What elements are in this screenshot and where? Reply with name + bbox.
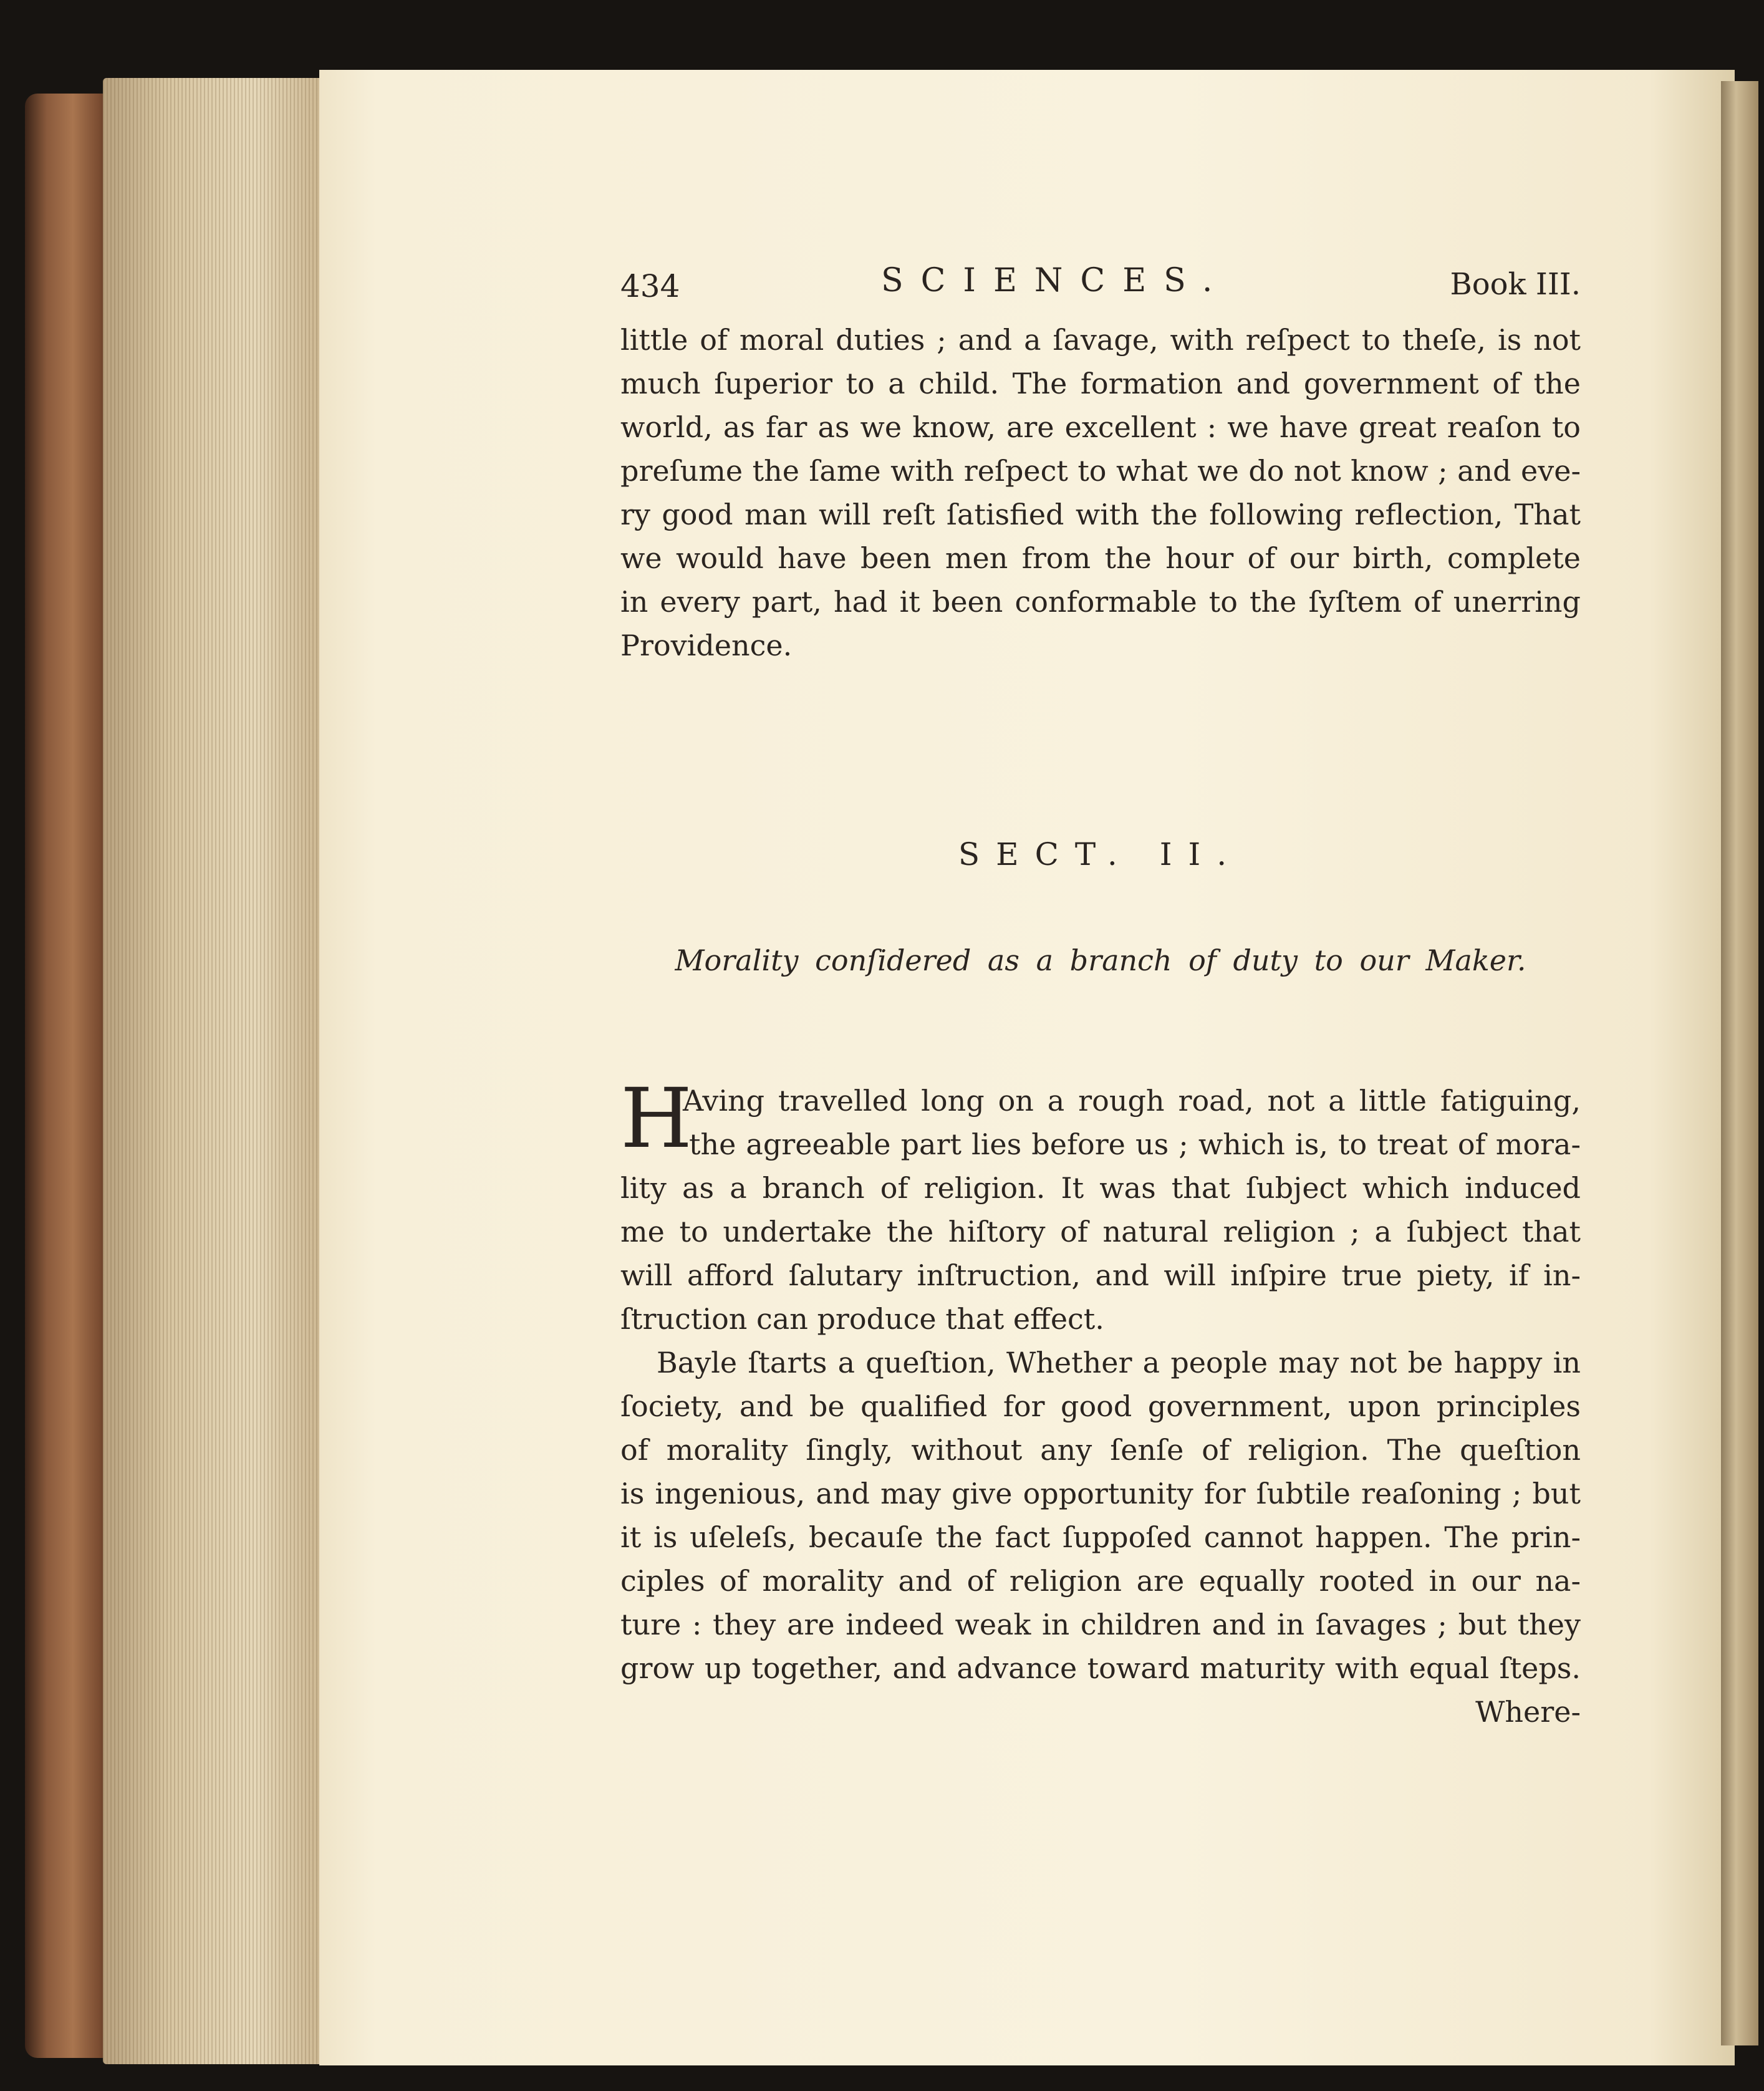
book-label: Book III.	[1450, 267, 1581, 302]
text-line: of morality ſingly, without any ſenſe of religion. The queſtion	[620, 1433, 1581, 1467]
text-line: lity as a branch of religion. It was that ſubject which induced	[620, 1171, 1581, 1205]
text-line: ſociety, and be qualified for good government, upon principles	[620, 1389, 1581, 1423]
facing-page-edge	[1721, 81, 1758, 2045]
text-line: preſume the ſame with reſpect to what we do not know ; and eve-	[620, 454, 1581, 488]
page-text	[620, 262, 1581, 1734]
catchword: Where-	[1475, 1695, 1581, 1729]
text-line: Bayle ſtarts a queſtion, Whether a people may not be happy in	[657, 1346, 1581, 1379]
text-line: much ſuperior to a child. The formation and government of the	[620, 367, 1581, 400]
running-head: SCIENCES.	[881, 262, 1230, 299]
page-header	[620, 262, 1581, 318]
drop-cap: H	[620, 1071, 693, 1167]
text-line: world, as far as we know, are excellent : we have great reaſon to	[620, 410, 1581, 444]
text-line: Aving travelled long on a rough road, not a little fatiguing,	[683, 1084, 1581, 1118]
text-line: we would have been men from the hour of our birth, complete	[620, 541, 1581, 575]
text-line: in every part, had it been conformable to the ſyſtem of unerring	[620, 585, 1581, 619]
paragraph-2	[620, 1071, 1581, 1341]
leather-cover	[25, 94, 112, 2058]
page-edges	[103, 78, 321, 2064]
page-number: 434	[620, 268, 680, 304]
text-line: ture : they are indeed weak in children and in ſavages ; but they	[620, 1608, 1581, 1641]
text-line: it is uſeleſs, becauſe the fact ſuppoſed cannot happen. The prin-	[620, 1520, 1581, 1554]
text-line: ry good man will reſt ſatisfied with the following reflection, That	[620, 498, 1581, 531]
paragraph-1	[620, 318, 1581, 667]
text-line: grow up together, and advance toward maturity with equal ſteps.	[620, 1651, 1581, 1685]
text-line: ſtruction can produce that effect.	[620, 1302, 1104, 1336]
text-line: ciples of morality and of religion are equally rooted in our na-	[620, 1564, 1581, 1598]
text-line: will afford ſalutary inſtruction, and will inſpire true piety, if in-	[620, 1258, 1581, 1292]
text-line: is ingenious, and may give opportunity for ſubtile reaſoning ; but	[620, 1477, 1581, 1510]
text-line: little of moral duties ; and a ſavage, with reſpect to theſe, is not	[620, 323, 1581, 357]
section-subtitle: Morality conſidered as a branch of duty to our Maker.	[675, 944, 1526, 977]
section-heading: SECT. II.	[958, 836, 1243, 872]
text-line: the agreeable part lies before us ; which is, to treat of mora-	[689, 1128, 1581, 1161]
text-line: Providence.	[620, 629, 793, 662]
paragraph-3	[620, 1341, 1581, 1690]
text-line: me to undertake the hiſtory of natural religion ; a ſubject that	[620, 1215, 1581, 1248]
